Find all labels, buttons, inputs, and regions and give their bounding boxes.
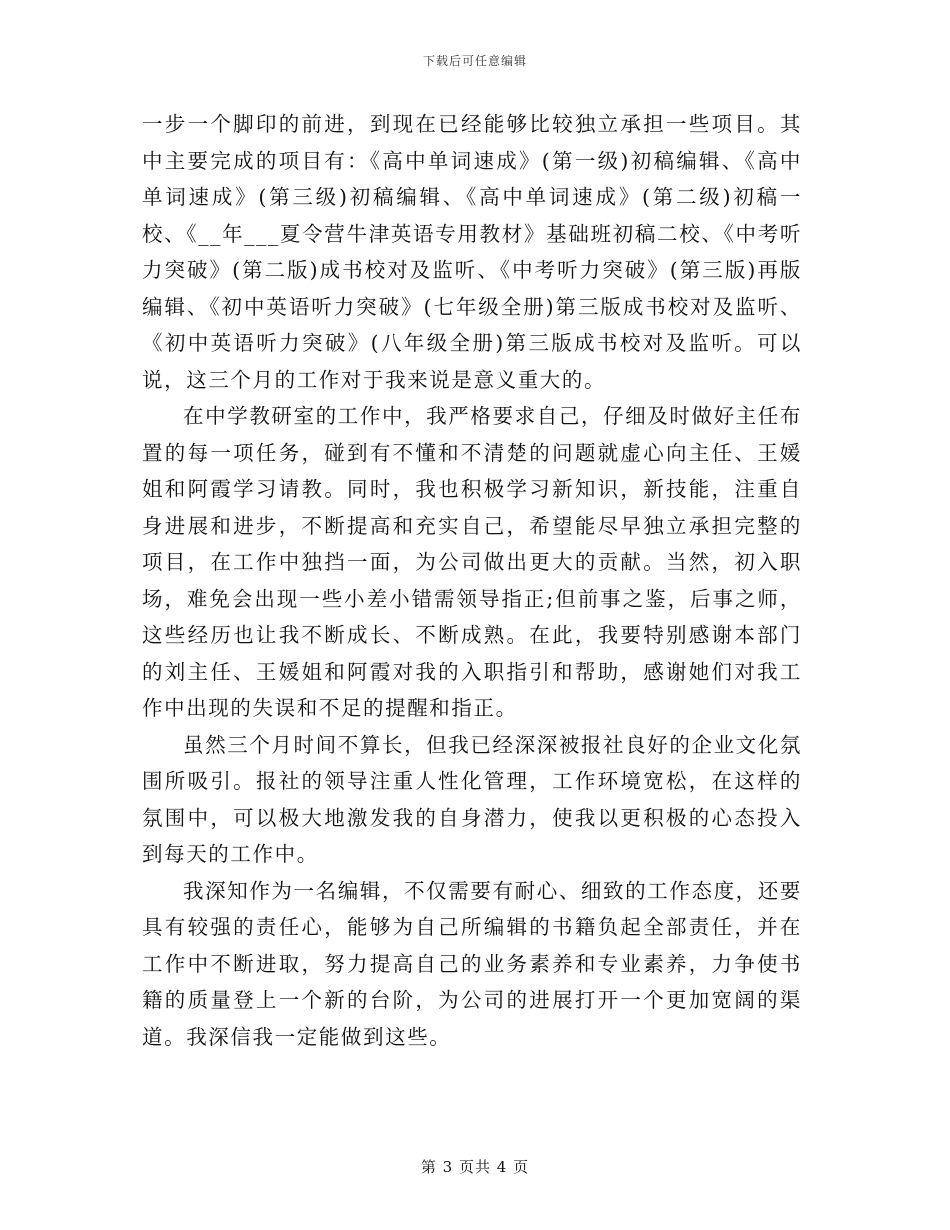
paragraph-1: 一步一个脚印的前进，到现在已经能够比较独立承担一些项目。其中主要完成的项目有：《高中单词速成》(第一级)初稿编辑、《高中单词速成》(第三级)初稿编辑、《高中单词速成》(第二级)初稿一校、《__年___夏令营牛津英语专用教材》基础班初稿二校、《中考听力突破》(第二版)成书校对及监听、《中考听力突破》(第三版)再版编辑、《初中英语听力突破》(七年级全册)第三版成书校对及监听、《初中英语听力突破》(八年级全册)第三版成书校对及监听。可以说，这三个月的工作对于我来说是意义重大的。: [142, 112, 802, 392]
paragraph-4: 我深知作为一名编辑，不仅需要有耐心、细致的工作态度，还要具有较强的责任心，能够为自己所编辑的书籍负起全部责任，并在工作中不断进取，努力提高自己的业务素养和专业素养，力争使书籍的质量登上一个新的台阶，为公司的进展打开一个更加宽阔的渠道。我深信我一定能做到这些。: [142, 878, 802, 1049]
page-header: 下载后可任意编辑: [422, 54, 527, 68]
page-footer: 第 3 页共 4 页: [420, 1158, 530, 1176]
paragraph-3: 虽然三个月时间不算长，但我已经深深被报社良好的企业文化氛围所吸引。报社的领导注重人性化管理，工作环境宽松，在这样的氛围中，可以极大地激发我的自身潜力，使我以更积极的心态投入到每天的工作中。: [142, 732, 802, 866]
paragraph-2: 在中学教研室的工作中，我严格要求自己，仔细及时做好主任布置的每一项任务，碰到有不懂和不清楚的问题就虚心向主任、王媛姐和阿霞学习请教。同时，我也积极学习新知识，新技能，注重自身进展和进步，不断提高和充实自己，希望能尽早独立承担完整的项目，在工作中独挡一面，为公司做出更大的贡献。当然，初入职场，难免会出现一些小差小错需领导指正;但前事之鉴，后事之师，这些经历也让我不断成长、不断成熟。在此，我要特别感谢本部门的刘主任、王媛姐和阿霞对我的入职指引和帮助，感谢她们对我工作中出现的失误和不足的提醒和指正。: [142, 404, 802, 720]
document-body: [142, 106, 802, 1055]
